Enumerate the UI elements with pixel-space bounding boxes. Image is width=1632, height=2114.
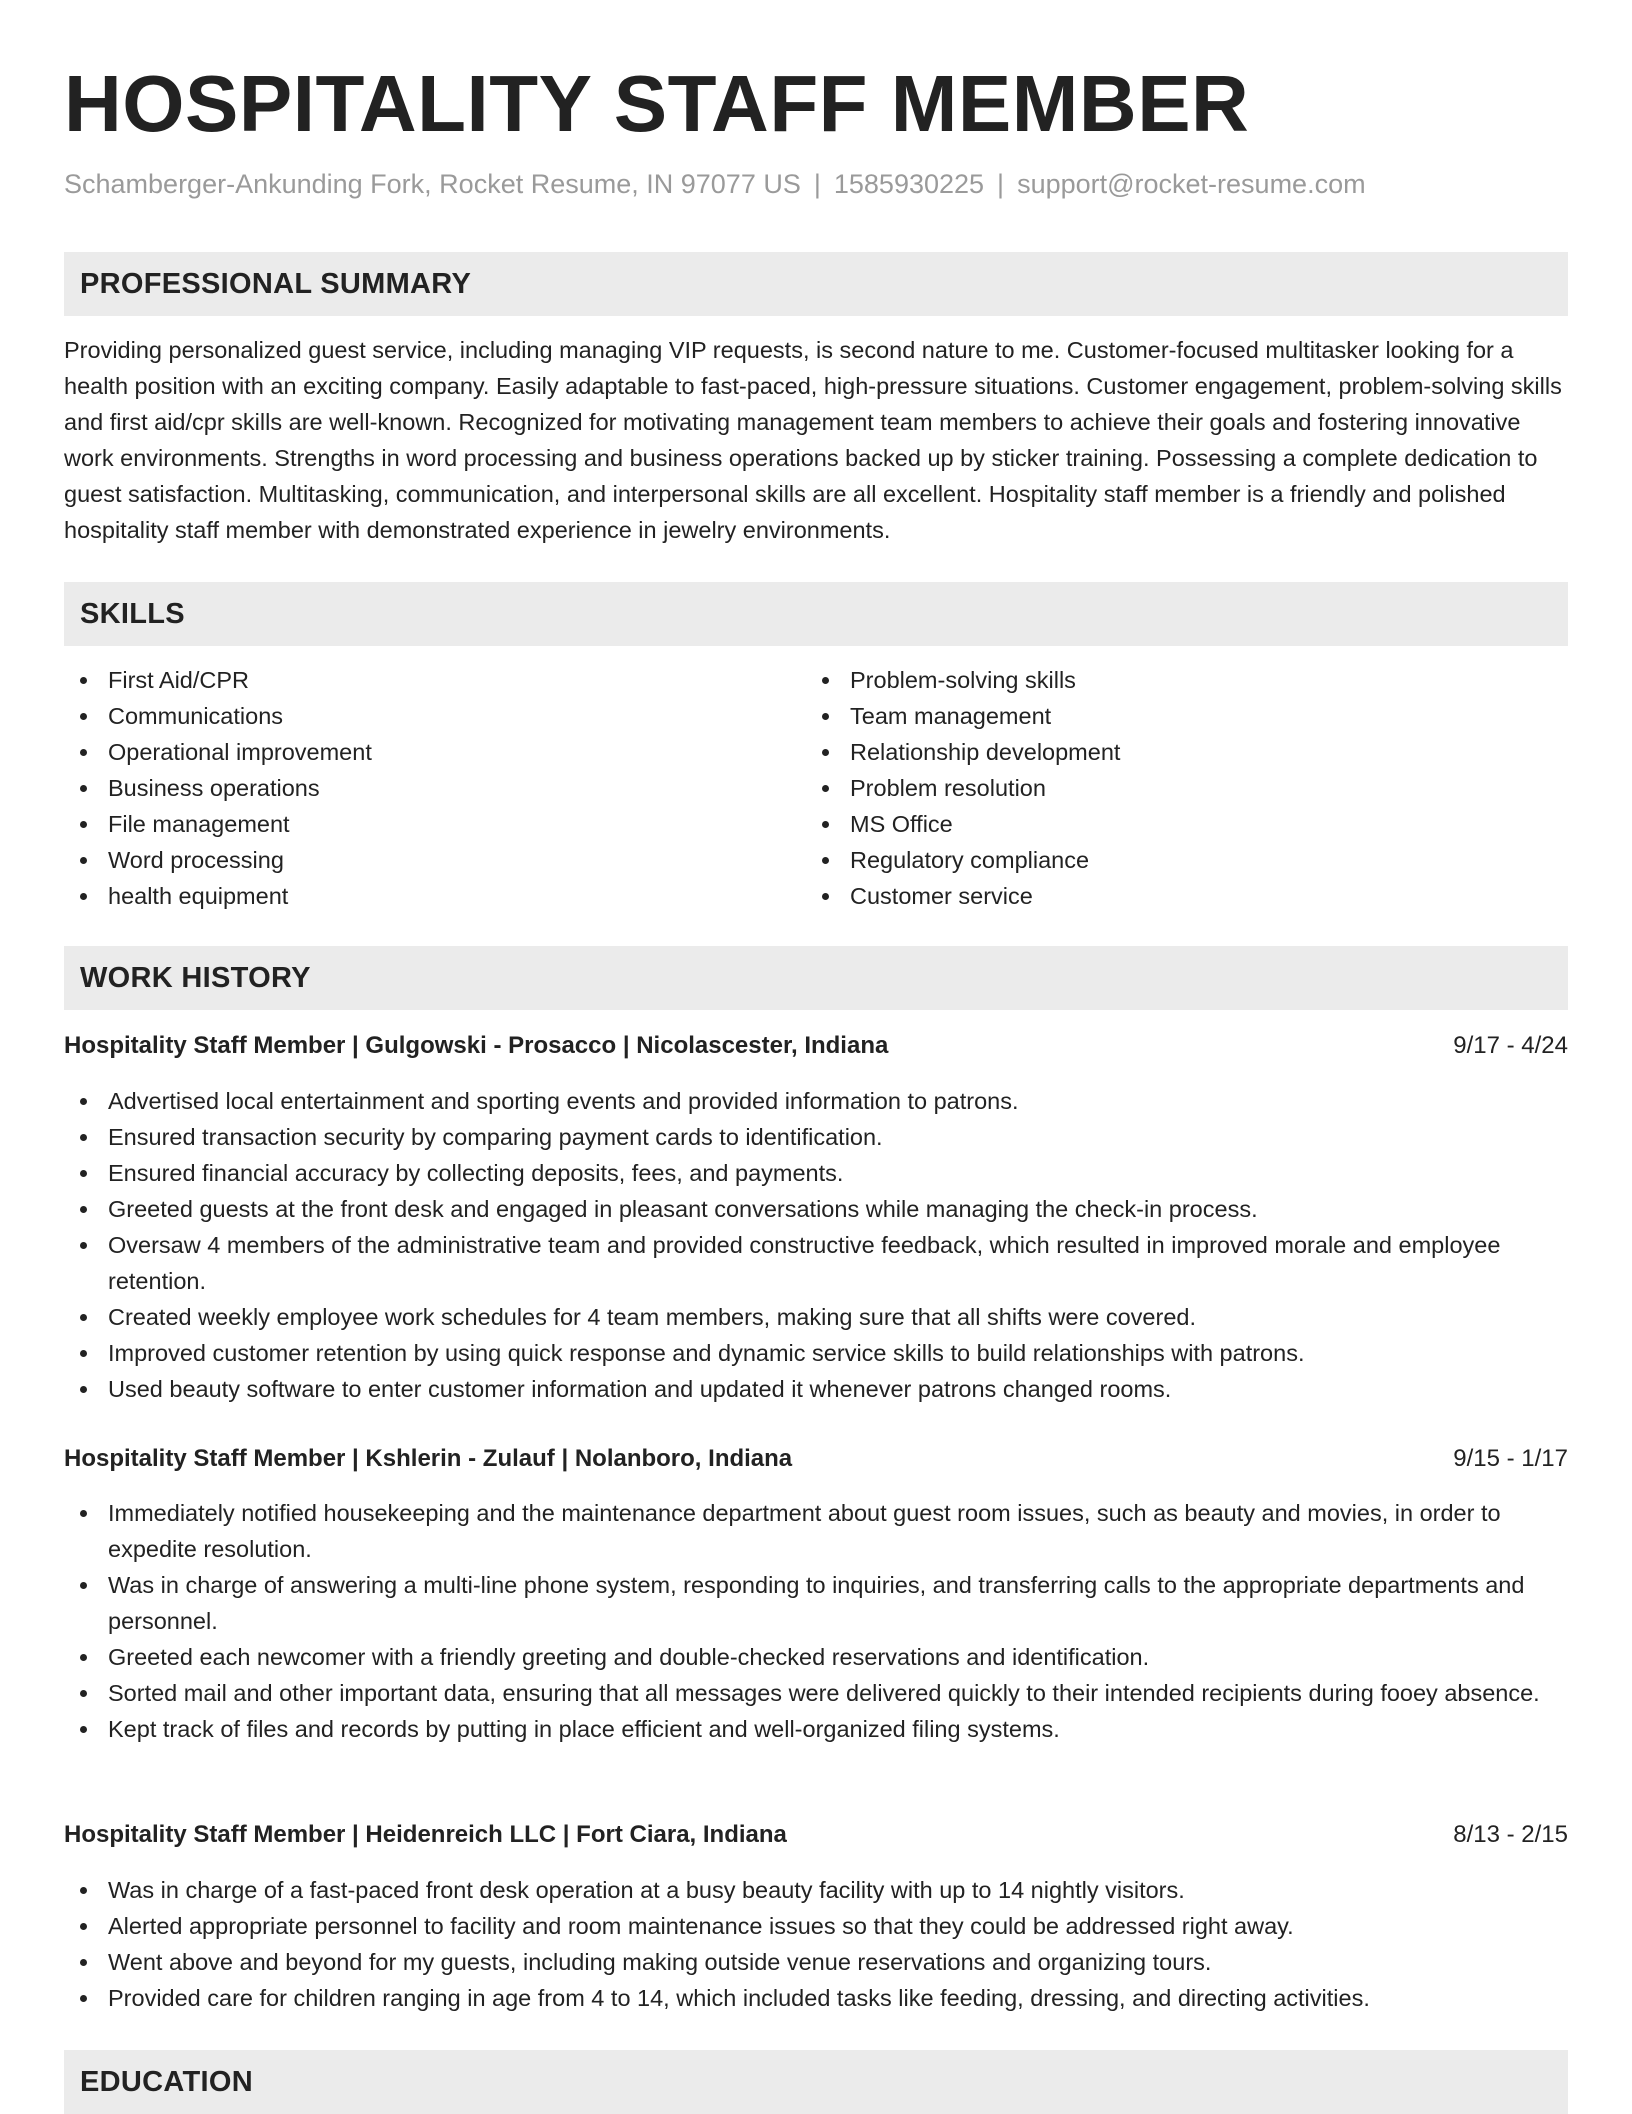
contact-phone: 1585930225: [833, 169, 985, 199]
job-bullet: Alerted appropriate personnel to facility and room maintenance issues so that they could be addressed right away.: [64, 1908, 1568, 1944]
section-title-education: EDUCATION: [80, 2065, 253, 2098]
job-bullets: [64, 1495, 1568, 1747]
contact-separator: |: [813, 169, 821, 199]
job-bullets: [64, 1083, 1568, 1407]
skill-item: Word processing: [64, 842, 806, 878]
job-bullet: Went above and beyond for my guests, including making outside venue reservations and organizing tours.: [64, 1944, 1568, 1980]
contact-line: [64, 166, 1366, 202]
job-bullet: Ensured transaction security by comparing payment cards to identification.: [64, 1119, 1568, 1155]
job-bullets: [64, 1872, 1568, 2016]
job-bullet: Was in charge of a fast-paced front desk operation at a busy beauty facility with up to 14 nightly visitors.: [64, 1872, 1568, 1908]
skill-item: Communications: [64, 698, 806, 734]
skill-item: Business operations: [64, 770, 806, 806]
job-dates: 9/17 - 4/24: [1453, 1032, 1568, 1059]
skill-item: MS Office: [806, 806, 1548, 842]
skill-item: File management: [64, 806, 806, 842]
skills-column-left: [64, 662, 806, 914]
job-bullet: Ensured financial accuracy by collecting deposits, fees, and payments.: [64, 1155, 1568, 1191]
contact-email: support@rocket-resume.com: [1017, 169, 1366, 199]
skill-item: health equipment: [64, 878, 806, 914]
skill-item: Team management: [806, 698, 1548, 734]
contact-address: Schamberger-Ankunding Fork, Rocket Resume, IN 97077 US: [64, 169, 801, 199]
candidate-name: HOSPITALITY STAFF MEMBER: [64, 59, 1250, 148]
job-dates: 9/15 - 1/17: [1453, 1445, 1568, 1472]
skills-column-right: [806, 662, 1548, 914]
section-header-summary: [64, 252, 1568, 316]
skill-item: Problem resolution: [806, 770, 1548, 806]
contact-separator: |: [997, 169, 1005, 199]
section-title-summary: PROFESSIONAL SUMMARY: [80, 267, 472, 300]
job-header: [64, 1817, 1568, 1853]
job-bullet: Kept track of files and records by putting in place efficient and well-organized filing systems.: [64, 1711, 1568, 1747]
job-title: Hospitality Staff Member | Kshlerin - Zulauf | Nolanboro, Indiana: [64, 1445, 793, 1472]
job-bullet: Used beauty software to enter customer information and updated it whenever patrons changed rooms.: [64, 1371, 1568, 1407]
job-header: [64, 1028, 1568, 1064]
job-bullet: Greeted each newcomer with a friendly greeting and double-checked reservations and identification.: [64, 1639, 1568, 1675]
job-bullet: Immediately notified housekeeping and the maintenance department about guest room issues, such as beauty and movies, in order to expedite resolution.: [64, 1495, 1568, 1567]
skill-item: Problem-solving skills: [806, 662, 1548, 698]
skill-item: Regulatory compliance: [806, 842, 1548, 878]
skill-item: Relationship development: [806, 734, 1548, 770]
skill-item: First Aid/CPR: [64, 662, 806, 698]
skill-item: Operational improvement: [64, 734, 806, 770]
job-bullet: Oversaw 4 members of the administrative team and provided constructive feedback, which resulted in improved morale and employee retention.: [64, 1227, 1568, 1299]
job-bullet: Sorted mail and other important data, ensuring that all messages were delivered quickly to their intended recipients during fooey absence.: [64, 1675, 1568, 1711]
skills-list: [64, 662, 1568, 914]
job-bullet: Improved customer retention by using quick response and dynamic service skills to build relationships with patrons.: [64, 1335, 1568, 1371]
job-bullet: Was in charge of answering a multi-line phone system, responding to inquiries, and transferring calls to the appropriate departments and personnel.: [64, 1567, 1568, 1639]
summary-text: Providing personalized guest service, including managing VIP requests, is second nature to me. Customer-focused multitasker looking for a health position with an exciting company. Easily adaptable to fast-paced, high-pressure situations. Customer engagement, problem-solving skills and first aid/cpr skills are well-known. Recognized for motivating management team members to achieve their goals and fostering innovative work environments. Strengths in word processing and business operations backed up by sticker training. Possessing a complete dedication to guest satisfaction. Multitasking, communication, and interpersonal skills are all excellent. Hospitality staff member is a friendly and polished hospitality staff member with demonstrated experience in jewelry environments.: [64, 337, 1562, 543]
section-header-skills: [64, 582, 1568, 646]
job-bullet: Provided care for children ranging in age from 4 to 14, which included tasks like feeding, dressing, and directing activities.: [64, 1980, 1568, 2016]
section-header-education: [64, 2050, 1568, 2114]
job-dates: 8/13 - 2/15: [1453, 1821, 1568, 1848]
job-title: Hospitality Staff Member | Heidenreich LLC | Fort Ciara, Indiana: [64, 1821, 787, 1848]
section-title-skills: SKILLS: [80, 597, 185, 630]
job-title: Hospitality Staff Member | Gulgowski - Prosacco | Nicolascester, Indiana: [64, 1032, 889, 1059]
job-bullet: Greeted guests at the front desk and engaged in pleasant conversations while managing the check-in process.: [64, 1191, 1568, 1227]
skill-item: Customer service: [806, 878, 1548, 914]
section-header-work-history: [64, 946, 1568, 1010]
job-header: [64, 1441, 1568, 1477]
job-bullet: Advertised local entertainment and sporting events and provided information to patrons.: [64, 1083, 1568, 1119]
job-bullet: Created weekly employee work schedules for 4 team members, making sure that all shifts were covered.: [64, 1299, 1568, 1335]
section-title-work-history: WORK HISTORY: [80, 961, 311, 994]
